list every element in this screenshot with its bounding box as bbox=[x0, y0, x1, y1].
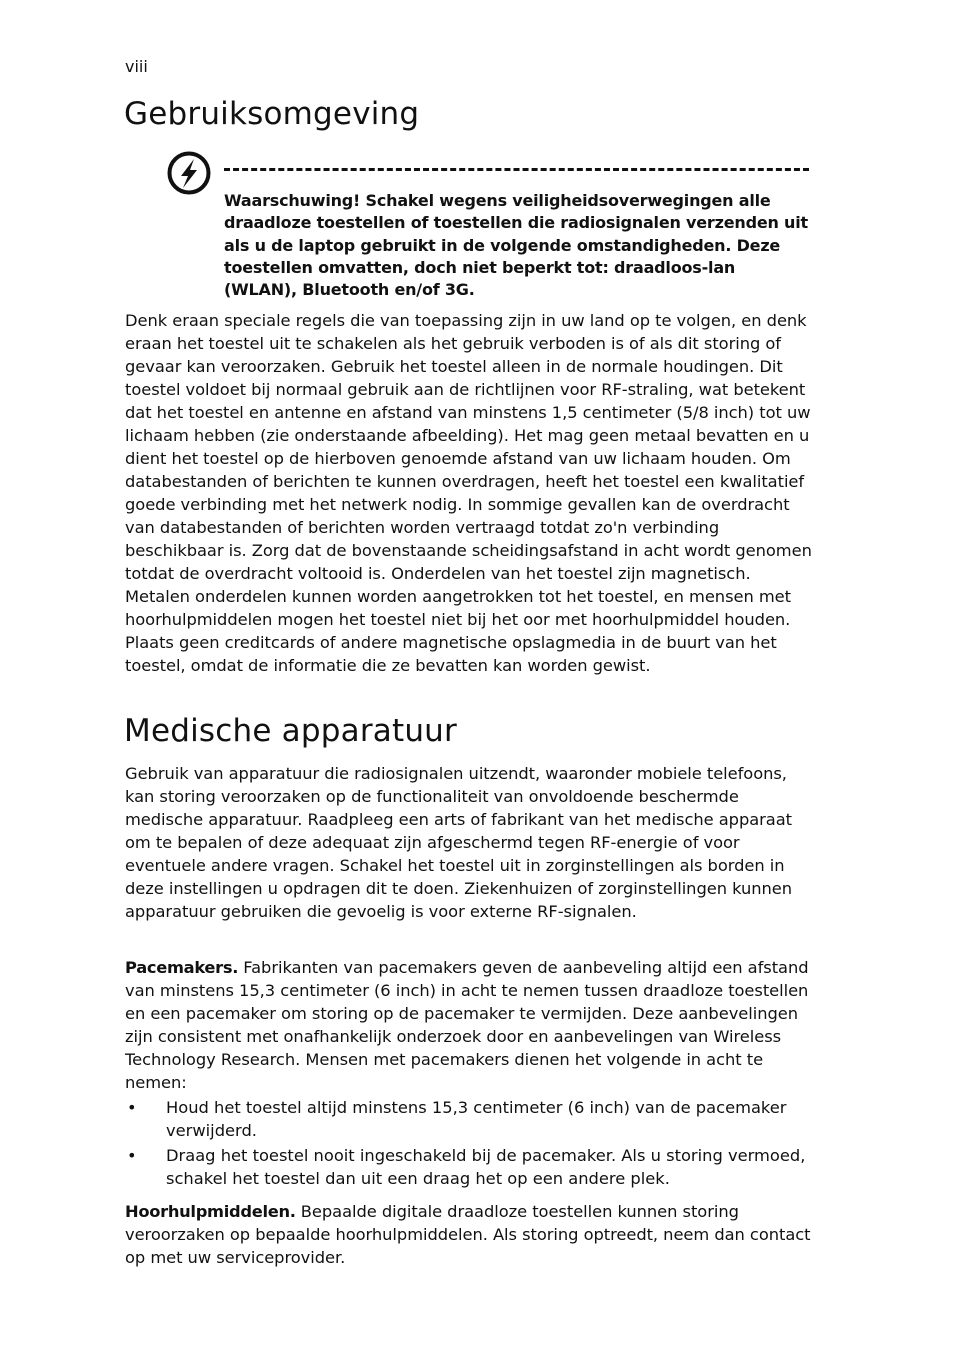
list-item-text: Draag het toestel nooit ingeschakeld bij de pacemaker. Als u storing vermoed, schakel het toestel dan uit een draag het op een andere plek. bbox=[166, 1146, 806, 1188]
body-paragraph-pacemakers bbox=[125, 956, 813, 1094]
body-paragraph-environment: Denk eraan speciale regels die van toepassing zijn in uw land op te volgen, en denk eraan het toestel uit te schakelen als het gebruik verboden is of als dit storing of gevaar kan veroorzaken. Gebruik het toestel alleen in de normale houdingen. Dit toestel voldoet bij normaal gebruik aan de richtlijnen voor RF-straling, wat betekent dat het toestel en antenne en afstand van minstens 1,5 centimeter (5/8 inch) tot uw lichaam hebben (zie onderstaande afbeelding). Het mag geen metaal bevatten en u dient het toestel op de hierboven genoemde afstand van uw lichaam houden. Om databestanden of berichten te kunnen overdragen, heeft het toestel een kwalitatief goede verbinding met het netwerk nodig. In sommige gevallen kan de overdracht van databestanden of berichten worden vertraagd totdat zo'n verbinding beschikbaar is. Zorg dat de bovenstaande scheidingsafstand in acht wordt genomen totdat de overdracht voltooid is. Onderdelen van het toestel zijn magnetisch. Metalen onderdelen kunnen worden aangetrokken tot het toestel, en mensen met hoorhulpmiddelen mogen het toestel niet bij het oor met hoorhulpmiddel houden. Plaats geen creditcards of andere magnetische opslagmedia in de buurt van het toestel, omdat de informatie die ze bevatten kan worden gewist. bbox=[125, 311, 812, 675]
section-title-medische-apparatuur: Medische apparatuur bbox=[124, 713, 457, 749]
list-item bbox=[125, 1144, 813, 1190]
bullet-glyph: • bbox=[127, 1098, 137, 1117]
bullet-glyph: • bbox=[127, 1146, 137, 1165]
page-number: viii bbox=[125, 57, 148, 76]
pacemakers-text: Fabrikanten van pacemakers geven de aanbeveling altijd een afstand van minstens 15,3 centimeter (6 inch) in acht te nemen tussen draadloze toestellen en een pacemaker om storing op de pacemaker te vermijden. Deze aanbevelingen zijn consistent met onafhankelijk onderzoek door en aanbevelingen van Wireless Technology Research. Mensen met pacemakers dienen het volgende in acht te nemen: bbox=[125, 958, 809, 1092]
hearing-aids-text: Bepaalde digitale draadloze toestellen kunnen storing veroorzaken op bepaalde hoorhulpmiddelen. Als storing optreedt, neem dan contact op met uw serviceprovider. bbox=[125, 1202, 811, 1267]
pacemaker-bullet-list bbox=[125, 1096, 813, 1192]
lightning-warning-icon bbox=[166, 150, 212, 196]
run-in-heading-pacemakers: Pacemakers. bbox=[125, 958, 239, 977]
section-title-gebruiksomgeving: Gebruiksomgeving bbox=[124, 96, 420, 132]
warning-divider bbox=[224, 168, 809, 171]
body-paragraph-hearing-aids bbox=[125, 1200, 813, 1269]
run-in-heading-hearing-aids: Hoorhulpmiddelen. bbox=[125, 1202, 296, 1221]
warning-text: Waarschuwing! Schakel wegens veiligheidsoverwegingen alle draadloze toestellen of toestellen die radiosignalen verzenden uit als u de laptop gebruikt in de volgende omstandigheden. Deze toestellen omvatten, doch niet beperkt tot: draadloos-lan (WLAN), Bluetooth en/of 3G. bbox=[224, 191, 808, 300]
list-item bbox=[125, 1096, 813, 1142]
body-paragraph-medical-intro: Gebruik van apparatuur die radiosignalen uitzendt, waaronder mobiele telefoons, kan storing veroorzaken op de functionaliteit van onvoldoende beschermde medische apparatuur. Raadpleeg een arts of fabrikant van het medische apparaat om te bepalen of deze adequaat zijn afgeschermd tegen RF-energie of voor eventuele andere vragen. Schakel het toestel uit in zorginstellingen als borden in deze instellingen u opdragen dit te doen. Ziekenhuizen of zorginstellingen kunnen apparatuur gebruiken die gevoelig is voor externe RF-signalen. bbox=[125, 764, 793, 921]
list-item-text: Houd het toestel altijd minstens 15,3 centimeter (6 inch) van de pacemaker verwijderd. bbox=[166, 1098, 787, 1140]
